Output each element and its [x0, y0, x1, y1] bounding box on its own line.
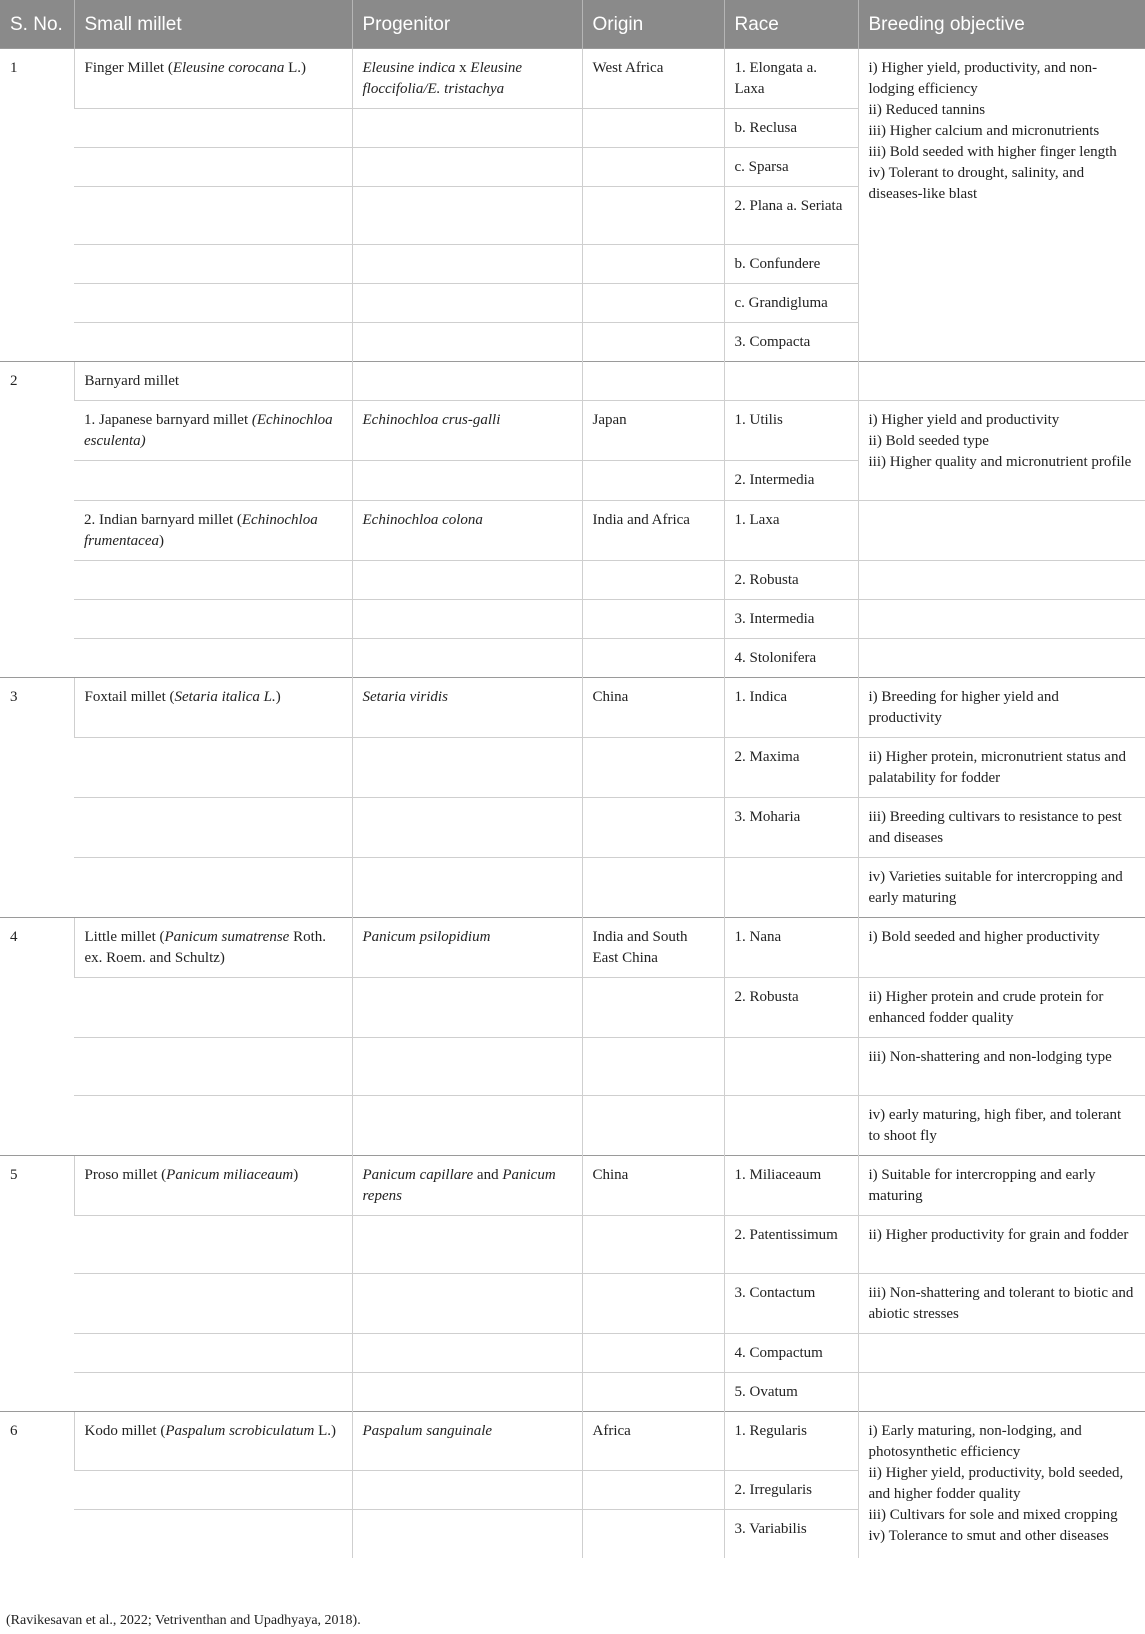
serial-number-cell: 5 [0, 1156, 74, 1412]
breeding-objective-cell [858, 1412, 1145, 1558]
progenitor-cell [352, 1373, 582, 1412]
race-cell: 2. Intermedia [724, 461, 858, 501]
italic-text: Echinochloa frumentacea [84, 512, 318, 549]
race-cell: 2. Irregularis [724, 1471, 858, 1510]
progenitor-cell [352, 501, 582, 561]
objective-line: ii) Higher yield, productivity, bold seeded, and higher fodder quality [868, 1465, 1124, 1502]
objective-line: iv) Tolerant to drought, salinity, and diseases-like blast [868, 165, 1085, 202]
small-millet-cell [74, 1471, 352, 1510]
breeding-objective-cell [858, 600, 1145, 639]
progenitor-cell [352, 245, 582, 284]
breeding-objective-cell [858, 401, 1145, 501]
header-small-millet: Small millet [74, 0, 352, 49]
small-millet-cell [74, 148, 352, 187]
race-cell: 2. Maxima [724, 738, 858, 798]
race-cell: b. Reclusa [724, 109, 858, 148]
race-cell: 4. Compactum [724, 1334, 858, 1373]
origin-cell [582, 738, 724, 798]
progenitor-cell [352, 1038, 582, 1096]
italic-text: Eleusine corocana [172, 60, 285, 76]
small-millet-cell [74, 245, 352, 284]
italic-text: Echinochloa crus-galli [362, 412, 501, 428]
origin-cell [582, 245, 724, 284]
origin-cell [582, 978, 724, 1038]
text-run: Foxtail millet ( [84, 689, 175, 705]
breeding-objective-cell [858, 1274, 1145, 1334]
serial-number-cell: 6 [0, 1412, 74, 1558]
objective-line: iv) Tolerance to smut and other diseases [868, 1528, 1109, 1544]
small-millet-cell [74, 639, 352, 678]
objective-line: iv) early maturing, high fiber, and tolerant to shoot fly [868, 1107, 1122, 1144]
objective-line: iii) Higher quality and micronutrient profile [868, 454, 1132, 470]
table-row [0, 858, 1145, 918]
objective-line: i) Higher yield, productivity, and non-lodging efficiency [868, 60, 1098, 97]
small-millet-cell [74, 284, 352, 323]
progenitor-cell [352, 1096, 582, 1156]
serial-number-cell: 3 [0, 678, 74, 918]
italic-text: Echinochloa colona [362, 512, 483, 528]
race-cell [724, 858, 858, 918]
small-millet-cell [74, 362, 352, 401]
objective-line: iii) Higher calcium and micronutrients [868, 123, 1100, 139]
origin-cell [582, 109, 724, 148]
table-row [0, 501, 1145, 561]
small-millet-cell [74, 918, 352, 978]
small-millet-cell [74, 461, 352, 501]
small-millet-cell [74, 1216, 352, 1274]
serial-number-cell: 4 [0, 918, 74, 1156]
table-header [0, 0, 1145, 49]
objective-line: i) Higher yield and productivity [868, 412, 1060, 428]
breeding-objective-cell [858, 738, 1145, 798]
race-cell: 1. Elongata a. Laxa [724, 49, 858, 109]
small-millet-cell [74, 600, 352, 639]
table-row [0, 1412, 1145, 1471]
breeding-objective-cell [858, 362, 1145, 401]
breeding-objective-cell [858, 918, 1145, 978]
progenitor-cell [352, 323, 582, 362]
origin-cell [582, 1510, 724, 1558]
header-origin: Origin [582, 0, 724, 49]
breeding-objective-cell [858, 1038, 1145, 1096]
text-run: L.) [284, 60, 306, 76]
breeding-objective-cell [858, 1373, 1145, 1412]
race-cell: 1. Miliaceaum [724, 1156, 858, 1216]
table-row [0, 1038, 1145, 1096]
table-row [0, 1096, 1145, 1156]
race-cell: 3. Variabilis [724, 1510, 858, 1558]
italic-text: Setaria italica L. [174, 689, 276, 705]
small-millet-cell [74, 1334, 352, 1373]
small-millet-cell [74, 858, 352, 918]
small-millet-cell [74, 678, 352, 738]
progenitor-cell [352, 1510, 582, 1558]
progenitor-cell [352, 49, 582, 109]
text-run: Finger Millet ( [84, 60, 173, 76]
progenitor-cell [352, 1156, 582, 1216]
progenitor-cell [352, 918, 582, 978]
progenitor-cell [352, 401, 582, 461]
text-run: 1. Japanese barnyard millet [84, 412, 252, 428]
serial-number-cell: 1 [0, 49, 74, 362]
objective-line: iii) Non-shattering and non-lodging type [868, 1049, 1112, 1065]
progenitor-cell [352, 1216, 582, 1274]
progenitor-cell [352, 858, 582, 918]
race-cell: 3. Intermedia [724, 600, 858, 639]
progenitor-cell [352, 600, 582, 639]
small-millet-cell [74, 978, 352, 1038]
breeding-objective-cell [858, 1334, 1145, 1373]
progenitor-cell [352, 1274, 582, 1334]
small-millet-cell [74, 1412, 352, 1471]
origin-cell [582, 1216, 724, 1274]
progenitor-cell [352, 561, 582, 600]
header-breeding-objective: Breeding objective [858, 0, 1145, 49]
table-row [0, 1334, 1145, 1373]
race-cell [724, 1096, 858, 1156]
breeding-objective-cell [858, 561, 1145, 600]
origin-cell [582, 1471, 724, 1510]
small-millet-cell [74, 401, 352, 461]
small-millet-cell [74, 187, 352, 245]
header-progenitor: Progenitor [352, 0, 582, 49]
progenitor-cell [352, 461, 582, 501]
table-row [0, 561, 1145, 600]
header-sno: S. No. [0, 0, 74, 49]
race-cell: 3. Moharia [724, 798, 858, 858]
objective-line: i) Breeding for higher yield and productivity [868, 689, 1059, 726]
small-millet-cell [74, 1373, 352, 1412]
race-cell: 1. Indica [724, 678, 858, 738]
header-row [0, 0, 1145, 49]
table-row [0, 918, 1145, 978]
table-row [0, 1373, 1145, 1412]
table-row [0, 798, 1145, 858]
small-millet-cell [74, 323, 352, 362]
origin-cell [582, 798, 724, 858]
table-row [0, 1156, 1145, 1216]
objective-line: iv) Varieties suitable for intercropping and early maturing [868, 869, 1123, 906]
small-millet-cell [74, 1274, 352, 1334]
race-cell: 2. Robusta [724, 561, 858, 600]
origin-cell [582, 1373, 724, 1412]
italic-text: Panicum repens [362, 1167, 556, 1204]
origin-cell [582, 323, 724, 362]
italic-text: Eleusine floccifolia/E. tristachya [362, 60, 523, 97]
breeding-objective-cell [858, 858, 1145, 918]
objective-line: ii) Higher protein and crude protein for enhanced fodder quality [868, 989, 1104, 1026]
table-row [0, 639, 1145, 678]
origin-cell [582, 1096, 724, 1156]
race-cell: 4. Stolonifera [724, 639, 858, 678]
italic-text: Eleusine indica [362, 60, 456, 76]
race-cell: 1. Nana [724, 918, 858, 978]
race-cell: 5. Ovatum [724, 1373, 858, 1412]
objective-line: ii) Bold seeded type [868, 433, 989, 449]
origin-cell: Africa [582, 1412, 724, 1471]
origin-cell [582, 1274, 724, 1334]
text-run: L.) [314, 1423, 337, 1439]
breeding-objective-cell [858, 1216, 1145, 1274]
progenitor-cell [352, 738, 582, 798]
table-row [0, 978, 1145, 1038]
italic-text: Panicum sumatrense [164, 929, 290, 945]
text-run: ) [158, 533, 164, 549]
italic-text: Setaria viridis [362, 689, 448, 705]
small-millet-cell [74, 1038, 352, 1096]
progenitor-cell [352, 1412, 582, 1471]
breeding-objective-cell [858, 978, 1145, 1038]
progenitor-cell [352, 187, 582, 245]
table-body [0, 49, 1145, 1558]
objective-line: iii) Cultivars for sole and mixed cropping [868, 1507, 1118, 1523]
progenitor-cell [352, 109, 582, 148]
progenitor-cell [352, 978, 582, 1038]
race-cell: 3. Compacta [724, 323, 858, 362]
small-millet-cell [74, 738, 352, 798]
race-cell: 3. Contactum [724, 1274, 858, 1334]
race-cell: 1. Laxa [724, 501, 858, 561]
origin-cell [582, 600, 724, 639]
italic-text: Panicum capillare [362, 1167, 474, 1183]
race-cell [724, 362, 858, 401]
origin-cell [582, 1038, 724, 1096]
origin-cell: Japan [582, 401, 724, 461]
text-run: Proso millet ( [84, 1167, 167, 1183]
text-run: 2. Indian barnyard millet ( [84, 512, 242, 528]
small-millet-cell [74, 49, 352, 109]
origin-cell [582, 284, 724, 323]
table-row [0, 678, 1145, 738]
objective-line: i) Suitable for intercropping and early maturing [868, 1167, 1096, 1204]
objective-line: iii) Bold seeded with higher finger length [868, 144, 1117, 160]
small-millet-cell [74, 109, 352, 148]
small-millet-cell [74, 798, 352, 858]
objective-line: ii) Higher productivity for grain and fodder [868, 1227, 1129, 1243]
italic-text: (Echinochloa esculenta) [84, 412, 333, 449]
objective-line: ii) Higher protein, micronutrient status and palatability for fodder [868, 749, 1126, 786]
breeding-objective-cell [858, 798, 1145, 858]
progenitor-cell [352, 148, 582, 187]
progenitor-cell [352, 284, 582, 323]
italic-text: Paspalum sanguinale [362, 1423, 493, 1439]
text-run: x [455, 60, 471, 76]
origin-cell [582, 1334, 724, 1373]
race-cell: b. Confundere [724, 245, 858, 284]
header-race: Race [724, 0, 858, 49]
small-millet-cell [74, 1156, 352, 1216]
objective-line: i) Bold seeded and higher productivity [868, 929, 1100, 945]
objective-line: iii) Non-shattering and tolerant to biotic and abiotic stresses [868, 1285, 1134, 1322]
table-row [0, 738, 1145, 798]
serial-number-cell: 2 [0, 362, 74, 678]
race-cell: 1. Utilis [724, 401, 858, 461]
origin-cell: China [582, 1156, 724, 1216]
text-run: ) [293, 1167, 299, 1183]
origin-cell [582, 858, 724, 918]
origin-cell: West Africa [582, 49, 724, 109]
italic-text: Panicum psilopidium [362, 929, 491, 945]
objective-line: ii) Reduced tannins [868, 102, 986, 118]
text-run: and [473, 1167, 503, 1183]
race-cell: c. Sparsa [724, 148, 858, 187]
progenitor-cell [352, 1334, 582, 1373]
origin-cell: India and Africa [582, 501, 724, 561]
objective-line: i) Early maturing, non-lodging, and photosynthetic efficiency [868, 1423, 1082, 1460]
race-cell: 2. Plana a. Seriata [724, 187, 858, 245]
italic-text: Panicum miliaceaum [166, 1167, 294, 1183]
small-millet-cell [74, 1096, 352, 1156]
origin-cell [582, 461, 724, 501]
race-cell [724, 1038, 858, 1096]
text-run: Barnyard millet [84, 373, 180, 389]
table-row [0, 49, 1145, 109]
table-row [0, 401, 1145, 461]
progenitor-cell [352, 639, 582, 678]
breeding-objective-cell [858, 1096, 1145, 1156]
text-run: ) [275, 689, 281, 705]
table-row [0, 1274, 1145, 1334]
text-run: Little millet ( [84, 929, 165, 945]
progenitor-cell [352, 678, 582, 738]
objective-line: iii) Breeding cultivars to resistance to pest and diseases [868, 809, 1122, 846]
italic-text: Paspalum scrobiculatum [165, 1423, 315, 1439]
origin-cell [582, 148, 724, 187]
race-cell: c. Grandigluma [724, 284, 858, 323]
origin-cell [582, 639, 724, 678]
small-millet-cell [74, 501, 352, 561]
source-note: (Ravikesavan et al., 2022; Vetriventhan and Upadhyaya, 2018). [6, 1613, 361, 1628]
breeding-objective-cell [858, 678, 1145, 738]
progenitor-cell [352, 1471, 582, 1510]
origin-cell: India and South East China [582, 918, 724, 978]
breeding-objective-cell [858, 49, 1145, 362]
small-millet-cell [74, 1510, 352, 1558]
origin-cell: China [582, 678, 724, 738]
origin-cell [582, 187, 724, 245]
text-run: Kodo millet ( [84, 1423, 166, 1439]
small-millet-cell [74, 561, 352, 600]
race-cell: 2. Patentissimum [724, 1216, 858, 1274]
race-cell: 2. Robusta [724, 978, 858, 1038]
breeding-objective-cell [858, 1156, 1145, 1216]
text-run: Roth. ex. Roem. and Schultz) [84, 929, 327, 966]
breeding-objective-cell [858, 501, 1145, 561]
race-cell: 1. Regularis [724, 1412, 858, 1471]
breeding-objective-cell [858, 639, 1145, 678]
progenitor-cell [352, 362, 582, 401]
origin-cell [582, 561, 724, 600]
table-row [0, 1216, 1145, 1274]
origin-cell [582, 362, 724, 401]
progenitor-cell [352, 798, 582, 858]
table-row [0, 362, 1145, 401]
table-row [0, 600, 1145, 639]
